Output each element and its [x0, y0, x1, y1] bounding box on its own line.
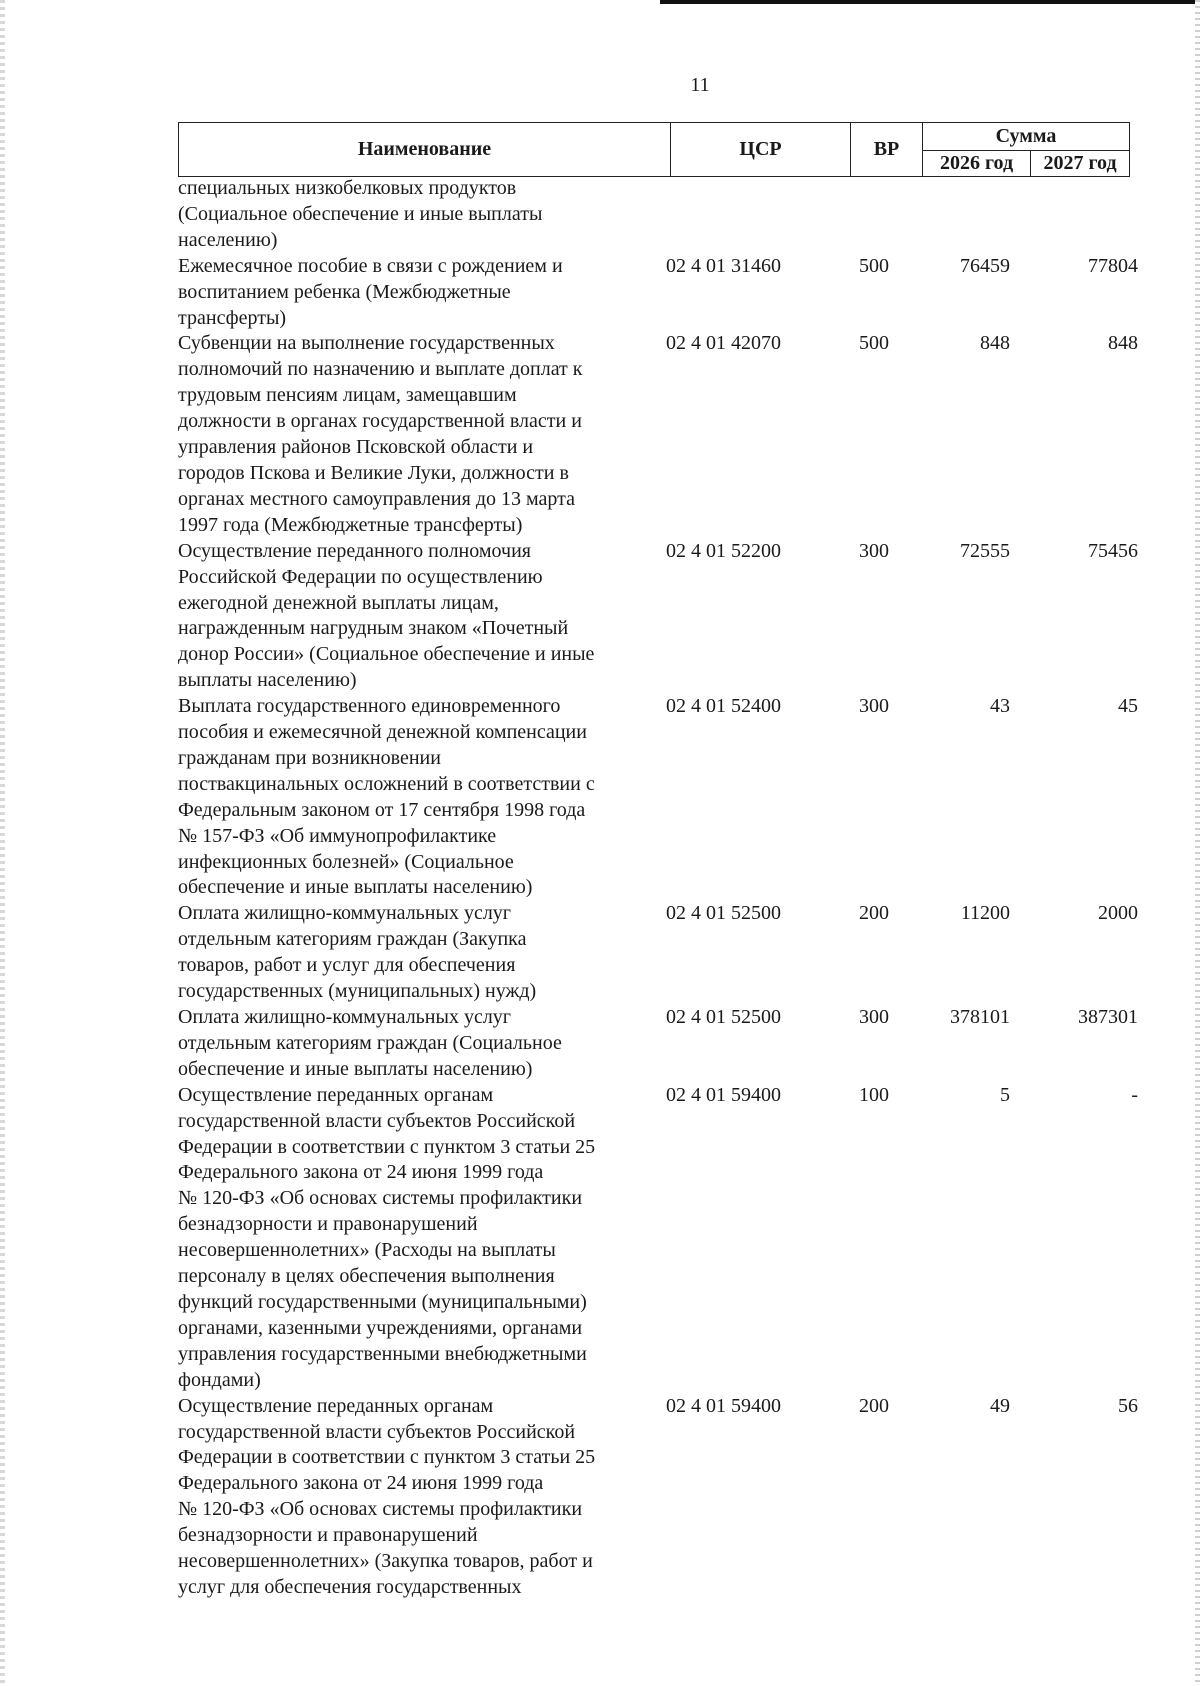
header-csr: ЦСР	[671, 123, 851, 176]
row-name: Субвенции на выполнение государственных полномочий по назначению и выплате доплат к трудовым пенсиям лицам, замещавшим должности в органах государственной власти и управления районов Псковской области и городов Пскова и Великие Луки, должности в органах местного самоуправления до 13 марта 1997 года (Межбюджетные трансферты)	[178, 332, 583, 536]
row-csr: 02 4 01 42070	[666, 332, 781, 355]
row-amount-2026: 49	[990, 1394, 1010, 1417]
row-vr: 300	[859, 695, 889, 718]
row-name: Оплата жилищно-коммунальных услуг отдельным категориям граждан (Закупка товаров, работ и услуг для обеспечения государственных (муниципальных) нужд)	[178, 902, 537, 1003]
row-csr: 02 4 01 52400	[666, 695, 781, 718]
row-amount-2027: 75456	[1088, 539, 1138, 562]
table-row	[178, 254, 1138, 332]
row-vr: 500	[859, 254, 889, 277]
row-csr: 02 4 01 52500	[666, 902, 781, 925]
row-amount-2026: 11200	[960, 902, 1010, 925]
row-vr: 200	[859, 1394, 889, 1417]
row-amount-2026: 5	[1000, 1083, 1010, 1106]
row-amount-2026: 848	[980, 332, 1010, 355]
table-row	[178, 1083, 1138, 1394]
header-year-2026: 2026 год	[923, 151, 1031, 176]
header-sum-group	[923, 123, 1129, 176]
table-body	[178, 176, 1138, 1601]
scan-edge-top	[660, 0, 1200, 4]
table-row	[178, 539, 1138, 694]
row-name: Оплата жилищно-коммунальных услуг отдельным категориям граждан (Социальное обеспечение и иные выплаты населению)	[178, 1006, 562, 1080]
row-csr: 02 4 01 52500	[666, 1006, 781, 1028]
row-amount-2027: 2000	[1098, 902, 1138, 925]
row-csr: 02 4 01 52200	[666, 539, 781, 562]
row-amount-2027: 45	[1118, 695, 1138, 718]
row-vr: 300	[859, 539, 889, 562]
row-amount-2027: 848	[1108, 332, 1138, 355]
row-vr: 500	[859, 332, 889, 355]
row-amount-2026: 76459	[960, 254, 1010, 277]
row-amount-2027: 77804	[1088, 254, 1138, 277]
row-csr: 02 4 01 31460	[666, 254, 781, 277]
row-amount-2027	[1010, 176, 1138, 254]
table-row	[178, 1005, 1138, 1083]
row-name: Ежемесячное пособие в связи с рождением и воспитанием ребенка (Межбюджетные трансферты)	[178, 254, 563, 329]
row-vr: 100	[859, 1083, 889, 1106]
header-sum: Сумма	[923, 123, 1129, 151]
row-amount-2026: 72555	[960, 539, 1010, 562]
row-amount-2027: 387301	[1078, 1006, 1138, 1028]
scan-edge-right	[1195, 0, 1200, 1686]
scan-edge-left	[0, 0, 5, 1686]
row-csr: 02 4 01 59400	[666, 1394, 781, 1417]
header-year-2027: 2027 год	[1043, 152, 1117, 174]
header-vr: ВР	[851, 123, 923, 176]
row-name: Выплата государственного единовременного пособия и ежемесячной денежной компенсации гражданам при возникновении поствакцинальных осложнений в соответствии с Федеральным законом от 17 сентября 1998 года № 157-ФЗ «Об иммунопрофилактике инфекционных болезней» (Социальное обеспечение и иные выплаты населению)	[178, 695, 595, 899]
row-amount-2027: -	[1131, 1083, 1138, 1106]
row-amount-2026: 378101	[950, 1006, 1010, 1028]
table-row	[178, 331, 1138, 538]
row-vr: 200	[859, 902, 889, 925]
row-name: специальных низкобелковых продуктов (Социальное обеспечение и иные выплаты населению)	[178, 177, 543, 251]
header-name: Наименование	[179, 123, 671, 176]
row-csr	[646, 176, 838, 254]
row-name: Осуществление переданных органам государственной власти субъектов Российской Федерации в соответствии с пунктом 3 статьи 25 Федерального закона от 24 июня 1999 года № 120-ФЗ «Об основах системы профилактики безнадзорности и правонарушений несовершеннолетних» (Закупка товаров, работ и услуг для обеспечения государственных	[178, 1394, 596, 1598]
table-header	[178, 122, 1130, 177]
page-number-text: 11	[690, 74, 710, 96]
table-row	[178, 901, 1138, 1005]
row-amount-2027: 56	[1118, 1394, 1138, 1417]
row-amount-2026	[910, 176, 1010, 254]
row-vr	[838, 176, 910, 254]
table-row	[178, 694, 1138, 901]
table-row	[178, 1394, 1138, 1601]
row-name: Осуществление переданных органам государственной власти субъектов Российской Федерации в соответствии с пунктом 3 статьи 25 Федерального закона от 24 июня 1999 года № 120-ФЗ «Об основах системы профилактики безнадзорности и правонарушений несовершеннолетних» (Расходы на выплаты персоналу в целях обеспечения выполнения функций государственными (муниципальными) органами, казенными учреждениями, органами управления государственными внебюджетными фондами)	[178, 1083, 596, 1391]
table-row	[178, 176, 1138, 254]
row-csr: 02 4 01 59400	[666, 1083, 781, 1106]
row-amount-2026: 43	[990, 695, 1010, 718]
row-vr: 300	[859, 1006, 889, 1028]
row-name: Осуществление переданного полномочия Российской Федерации по осуществлению ежегодной денежной выплаты лицам, награжденным нагрудным знаком «Почетный донор России» (Социальное обеспечение и иные выплаты населению)	[178, 539, 595, 692]
page-number	[0, 74, 1200, 97]
